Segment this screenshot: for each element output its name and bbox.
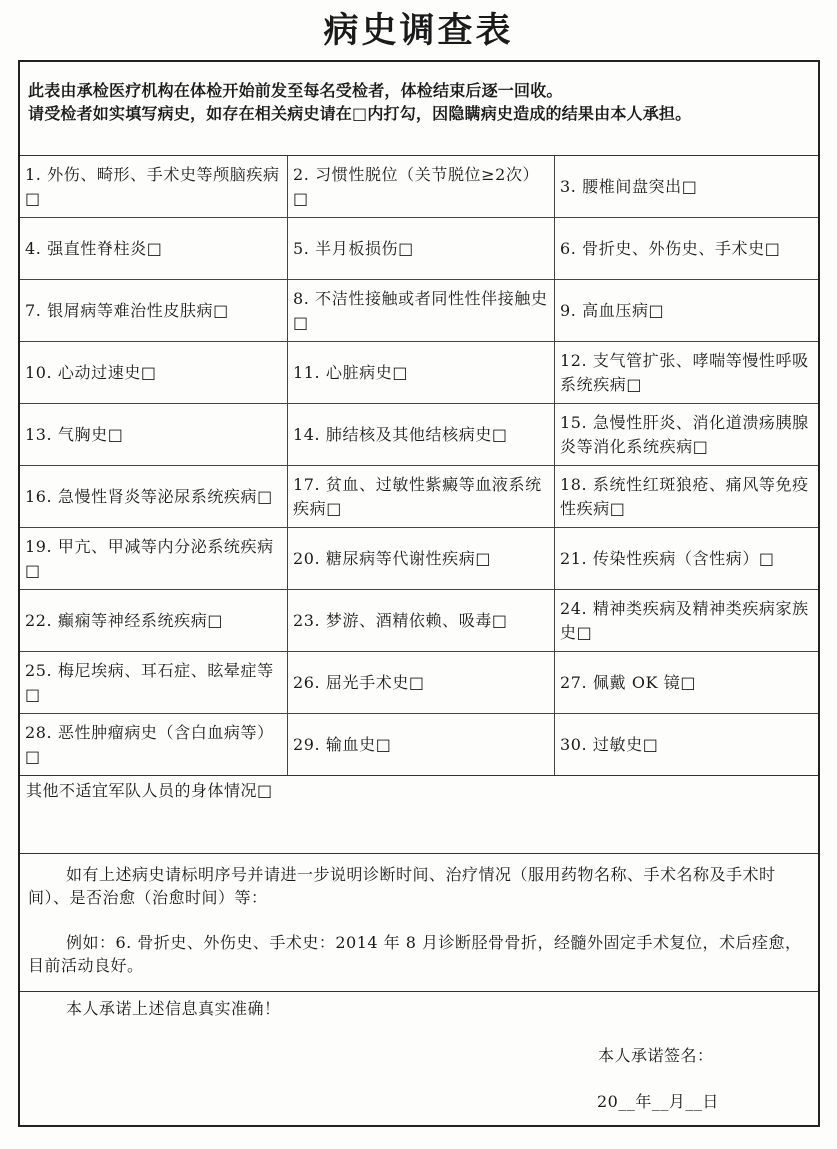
history-item-16[interactable]: 16. 急慢性肾炎等泌尿系统疾病□ <box>20 466 288 527</box>
history-item-20[interactable]: 20. 糖尿病等代谢性疾病□ <box>288 528 555 589</box>
checklist-row <box>20 590 818 652</box>
checklist-row <box>20 528 818 590</box>
history-item-1[interactable]: 1. 外伤、畸形、手术史等颅脑疾病□ <box>20 156 288 217</box>
history-item-18[interactable]: 18. 系统性红斑狼疮、痛风等免疫性疾病□ <box>560 474 809 518</box>
history-checklist <box>20 156 818 776</box>
checklist-row <box>20 280 818 342</box>
checklist-row <box>20 156 818 218</box>
other-conditions-field[interactable] <box>20 776 818 854</box>
history-item-15[interactable]: 15. 急慢性肝炎、消化道溃疡胰腺炎等消化系统疾病□ <box>560 412 809 456</box>
explanation-instruction: 如有上述病史请标明序号并请进一步说明诊断时间、治疗情况（服用药物名称、手术名称及手术时间）、是否治愈（治愈时间）等： <box>28 865 776 907</box>
history-item-3[interactable]: 3. 腰椎间盘突出□ <box>560 176 698 196</box>
history-item-5[interactable]: 5. 半月板损伤□ <box>288 218 555 279</box>
checklist-row <box>20 404 818 466</box>
medical-history-form <box>18 60 820 1127</box>
history-explanation-field[interactable] <box>20 854 818 992</box>
history-item-28[interactable]: 28. 恶性肿瘤病史（含白血病等）□ <box>20 714 288 775</box>
history-item-6[interactable]: 6. 骨折史、外伤史、手术史□ <box>560 238 781 258</box>
explanation-example: 例如：6. 骨折史、外伤史、手术史：2014 年 8 月诊断胫骨骨折，经髓外固定手术复位，术后痊愈，目前活动良好。 <box>28 933 802 975</box>
signature-field[interactable]: 本人承诺签名： <box>598 1046 714 1065</box>
history-item-25[interactable]: 25. 梅尼埃病、耳石症、眩晕症等□ <box>20 652 288 713</box>
commitment-statement: 本人承诺上述信息真实准确！ <box>66 999 281 1018</box>
history-item-24[interactable]: 24. 精神类疾病及精神类疾病家族史□ <box>560 598 809 642</box>
date-field[interactable]: 20__年__月__日 <box>597 1092 719 1111</box>
history-item-19[interactable]: 19. 甲亢、甲减等内分泌系统疾病□ <box>20 528 288 589</box>
other-conditions-label[interactable]: 其他不适宜军队人员的身体情况□ <box>26 781 273 800</box>
history-item-22[interactable]: 22. 癫痫等神经系统疾病□ <box>20 590 288 651</box>
history-item-14[interactable]: 14. 肺结核及其他结核病史□ <box>288 404 555 465</box>
history-item-2[interactable]: 2. 习惯性脱位（关节脱位≥2次）□ <box>288 156 555 217</box>
form-title: 病史调查表 <box>323 11 514 51</box>
history-item-29[interactable]: 29. 输血史□ <box>288 714 555 775</box>
notice-box <box>20 62 818 156</box>
history-item-8[interactable]: 8. 不洁性接触或者同性性伴接触史□ <box>288 280 555 341</box>
history-item-9[interactable]: 9. 高血压病□ <box>560 300 665 320</box>
checklist-row <box>20 218 818 280</box>
checklist-row <box>20 342 818 404</box>
history-item-23[interactable]: 23. 梦游、酒精依赖、吸毒□ <box>288 590 555 651</box>
history-item-10[interactable]: 10. 心动过速史□ <box>20 342 288 403</box>
commitment-section <box>20 992 818 1125</box>
history-item-26[interactable]: 26. 屈光手术史□ <box>288 652 555 713</box>
history-item-13[interactable]: 13. 气胸史□ <box>20 404 288 465</box>
notice-line-2: 请受检者如实填写病史，如存在相关病史请在□内打勾，因隐瞒病史造成的结果由本人承担。 <box>28 104 692 123</box>
checklist-row <box>20 714 818 776</box>
history-item-11[interactable]: 11. 心脏病史□ <box>288 342 555 403</box>
history-item-7[interactable]: 7. 银屑病等难治性皮肤病□ <box>20 280 288 341</box>
history-item-30[interactable]: 30. 过敏史□ <box>560 734 659 754</box>
history-item-17[interactable]: 17. 贫血、过敏性紫癜等血液系统疾病□ <box>288 466 555 527</box>
history-item-27[interactable]: 27. 佩戴 OK 镜□ <box>560 672 697 692</box>
history-item-21[interactable]: 21. 传染性疾病（含性病）□ <box>560 548 775 568</box>
checklist-row <box>20 652 818 714</box>
history-item-4[interactable]: 4. 强直性脊柱炎□ <box>20 218 288 279</box>
history-item-12[interactable]: 12. 支气管扩张、哮喘等慢性呼吸系统疾病□ <box>560 350 809 394</box>
checklist-row <box>20 466 818 528</box>
notice-line-1: 此表由承检医疗机构在体检开始前发至每名受检者，体检结束后逐一回收。 <box>28 81 563 100</box>
